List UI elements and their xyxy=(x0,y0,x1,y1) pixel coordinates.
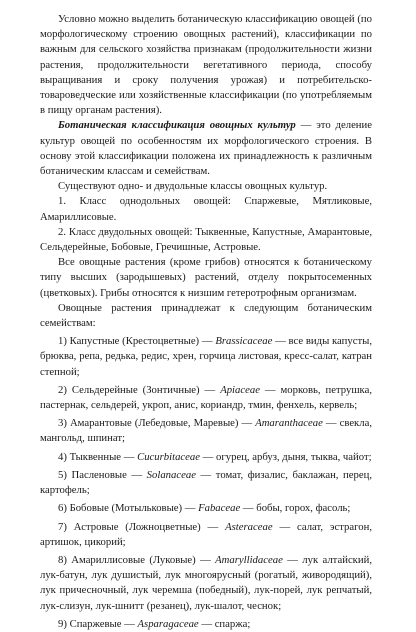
family-item xyxy=(40,383,372,413)
family-name: Амариллисовые (Луковые) — xyxy=(71,553,216,566)
family-item xyxy=(40,553,372,614)
family-latin: Amaranthaceae xyxy=(255,417,323,430)
family-latin: Fabaceae xyxy=(198,502,241,515)
family-members: — спаржа; xyxy=(198,617,251,630)
dicot-class-paragraph: 2. Класс двудольных овощей: Тыквенные, Капустные, Амарантовые, Сельдерейные, Бобовые, Гречишные, Астровые. xyxy=(40,225,372,254)
family-latin: Brassicaceae xyxy=(215,335,273,348)
family-number: 7) xyxy=(58,520,67,533)
family-latin: Asteraceae xyxy=(225,520,273,533)
family-number: 8) xyxy=(58,553,67,566)
family-members: — все виды капусты, брюква, репа, редька, редис, хрен, горчица листовая, кресс-салат, катран степной; xyxy=(40,335,372,378)
term-definition: — это деление культур овощей по особенностям их морфологического строения. В основу этой классификации положена их принадлежность к различным ботаническим классам и семействам. xyxy=(40,119,372,178)
family-item xyxy=(40,416,372,446)
family-latin: Amaryllidaceae xyxy=(215,553,283,566)
family-item xyxy=(40,501,372,516)
family-latin: Solanaceae xyxy=(146,468,196,481)
family-members: — салат, эстрагон, артишок, цикорий; xyxy=(40,520,373,548)
family-members: — свекла, мангольд, шпинат; xyxy=(40,417,373,445)
family-members: — бобы, горох, фасоль; xyxy=(240,502,351,515)
family-name: Астровые (Ложноцветные) — xyxy=(73,520,226,533)
family-name: Пасленовые — xyxy=(71,468,147,481)
family-item xyxy=(40,617,372,632)
family-members: — огурец, арбуз, дыня, тыква, чайот; xyxy=(200,450,372,463)
term-title: Ботаническая классификация овощных культур xyxy=(58,119,296,132)
family-name: Спаржевые — xyxy=(69,617,138,630)
intro-paragraph: Условно можно выделить ботаническую классификацию овощей (по морфологическому строению овощных растений), классификации по важным для сельского хозяйства признакам (продолжительности жизни растения, продолжительности вегетативного периода, способу выращивания и сроку получения урожая) и потребительско-товароведческие или хозяйственные классификации (по употребляемым в пищу органам растения). xyxy=(40,13,372,117)
family-number: 5) xyxy=(58,468,67,481)
family-name: Бобовые (Мотыльковые) — xyxy=(69,502,199,515)
family-number: 4) xyxy=(58,450,67,463)
family-latin: Asparagaceae xyxy=(137,617,199,630)
family-members: — морковь, петрушка, пастернак, сельдерей, укроп, анис, кориандр, тмин, фенхель, кервель; xyxy=(40,383,373,412)
family-number: 6) xyxy=(58,502,67,515)
classes-paragraph: Существуют одно- и двудольные классы овощных культур. xyxy=(58,180,328,193)
family-item xyxy=(40,468,372,498)
family-number: 9) xyxy=(58,617,67,630)
family-name: Тыквенные — xyxy=(69,450,138,463)
family-name: Амарантовые (Лебедовые, Маревые) — xyxy=(69,417,256,430)
family-item xyxy=(40,450,372,465)
family-latin: Cucurbitaceae xyxy=(137,450,200,463)
family-name: Сельдерейные (Зонтичные) — xyxy=(71,383,221,396)
family-members: — лук алтайский, лук-батун, лук душистый, лук многоярусный (рогатый, живородящий), лук причесночный, лук черемша (победный), лук-порей, лук репчатый, лук-слизун, лук-шнитт (резанец), лук-шалот, чеснок; xyxy=(40,553,372,612)
family-name: Капустные (Крестоцветные) — xyxy=(69,335,216,348)
monocot-class-paragraph: 1. Класс однодольных овощей: Спаржевые, Мятликовые, Амариллисовые. xyxy=(40,195,372,223)
family-number: 2) xyxy=(58,383,67,396)
family-members: — томат, физалис, баклажан, перец, картофель; xyxy=(40,468,372,497)
family-number: 3) xyxy=(58,417,67,430)
families-intro-paragraph: Овощные растения принадлежат к следующим ботаническим семействам: xyxy=(40,301,372,330)
botanical-classification-paragraph xyxy=(40,118,372,179)
plant-type-paragraph: Все овощные растения (кроме грибов) относятся к ботаническому типу высших (зародышевых) растений, отделу покрытосеменных (цветковых). Грибы относятся к низшим гетеротрофным организмам. xyxy=(40,256,372,299)
family-number: 1) xyxy=(58,335,67,348)
family-latin: Apiaceae xyxy=(220,383,260,396)
family-item xyxy=(40,334,372,380)
family-item xyxy=(40,520,372,550)
